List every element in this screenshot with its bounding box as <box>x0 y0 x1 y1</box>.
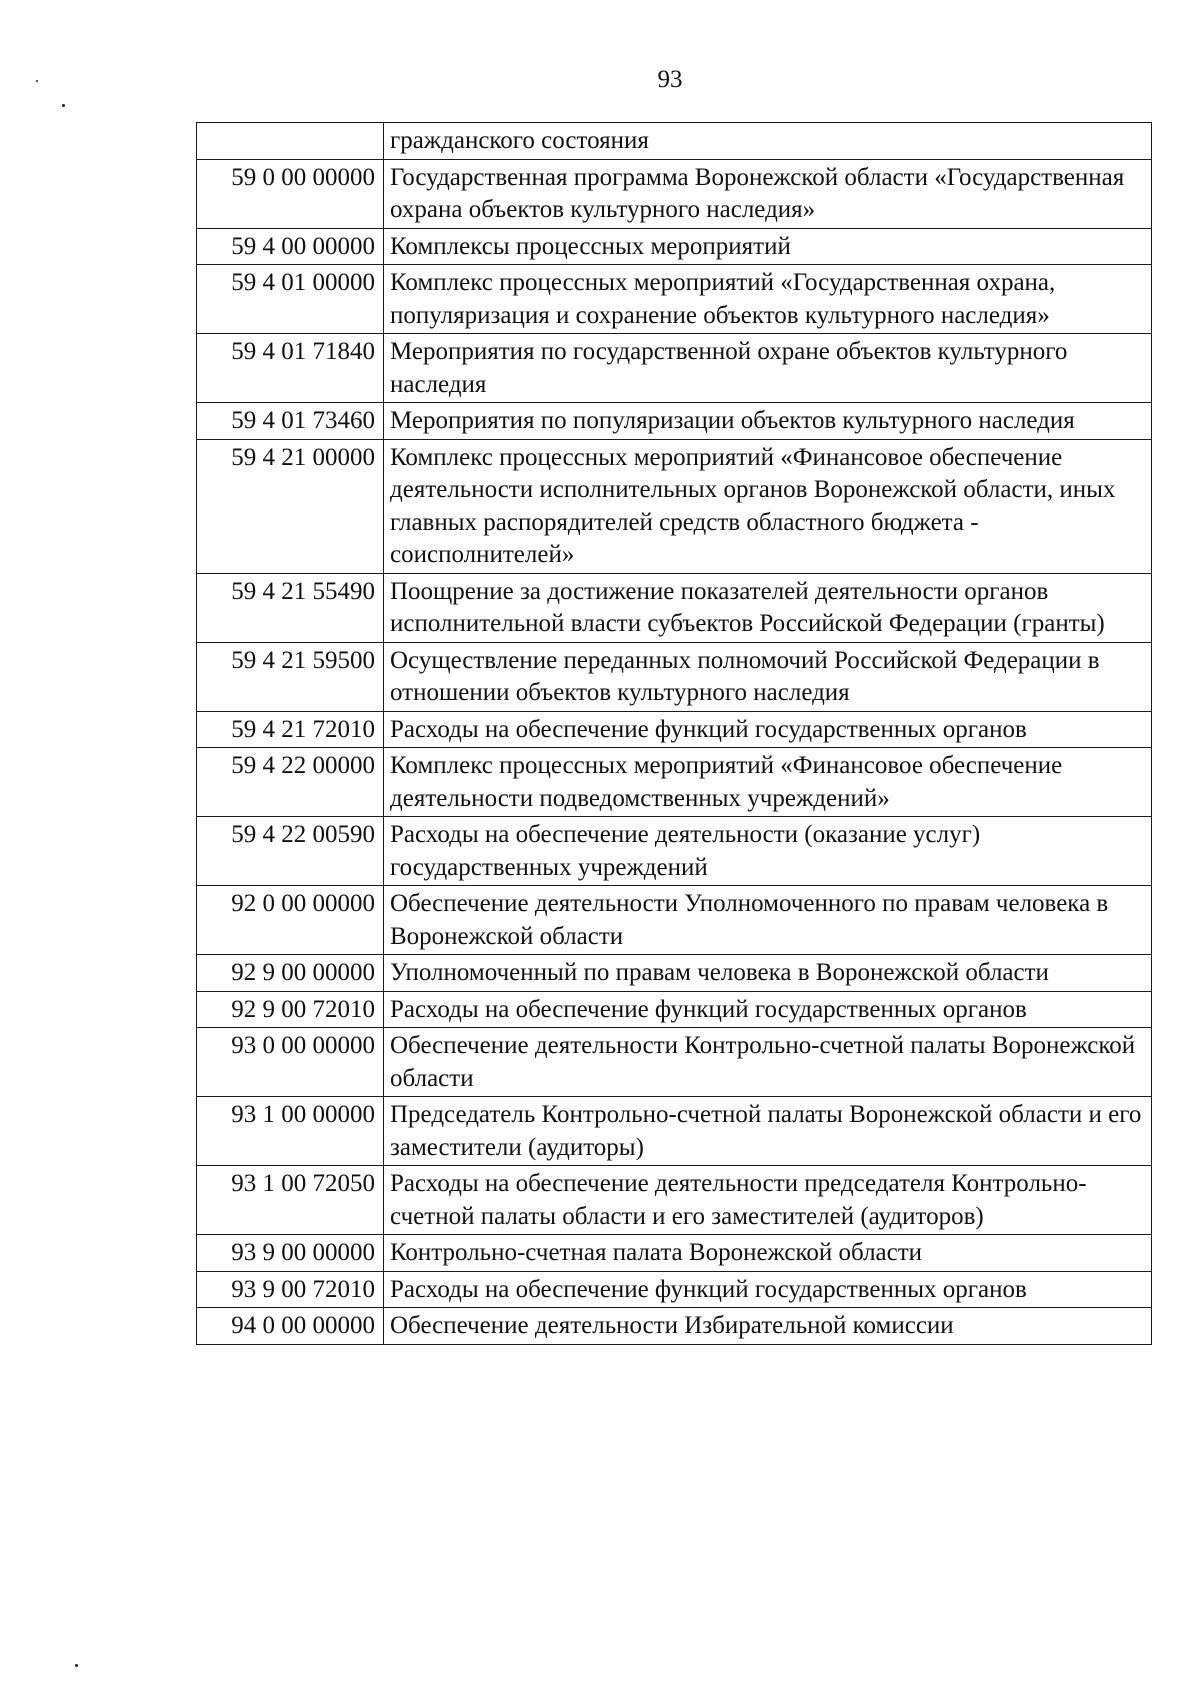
budget-code-table <box>196 122 1152 1345</box>
classification-code-cell: 92 0 00 00000 <box>197 886 384 955</box>
item-name-cell: Обеспечение деятельности Контрольно-счетной палаты Воронежской области <box>384 1028 1152 1097</box>
table-row <box>197 748 1152 817</box>
classification-code-cell <box>197 123 384 160</box>
classification-code-cell: 59 0 00 00000 <box>197 159 384 228</box>
item-name-cell: Комплекс процессных мероприятий «Государственная охрана, популяризация и сохранение объектов культурного наследия» <box>384 265 1152 334</box>
item-name-cell: Контрольно-счетная палата Воронежской области <box>384 1235 1152 1272</box>
table-row <box>197 439 1152 573</box>
classification-code-cell: 59 4 01 73460 <box>197 403 384 440</box>
item-name-cell: Государственная программа Воронежской области «Государственная охрана объектов культурного наследия» <box>384 159 1152 228</box>
classification-code-cell: 59 4 00 00000 <box>197 228 384 265</box>
table-row <box>197 1166 1152 1235</box>
table-row <box>197 123 1152 160</box>
table-row <box>197 642 1152 711</box>
classification-code-cell: 59 4 01 00000 <box>197 265 384 334</box>
classification-code-cell: 93 9 00 00000 <box>197 1235 384 1272</box>
table-row <box>197 1271 1152 1308</box>
classification-code-cell: 59 4 22 00590 <box>197 817 384 886</box>
scan-speck <box>75 1664 78 1667</box>
item-name-cell: Мероприятия по государственной охране объектов культурного наследия <box>384 334 1152 403</box>
classification-code-cell: 59 4 21 72010 <box>197 711 384 748</box>
table-row <box>197 711 1152 748</box>
item-name-cell: Обеспечение деятельности Избирательной комиссии <box>384 1308 1152 1345</box>
item-name-cell: Поощрение за достижение показателей деятельности органов исполнительной власти субъектов Российской Федерации (гранты) <box>384 573 1152 642</box>
item-name-cell: Осуществление переданных полномочий Российской Федерации в отношении объектов культурного наследия <box>384 642 1152 711</box>
item-name-cell: Расходы на обеспечение функций государственных органов <box>384 711 1152 748</box>
table-body <box>197 123 1152 1345</box>
table-row <box>197 403 1152 440</box>
table-row <box>197 955 1152 992</box>
classification-code-cell: 93 9 00 72010 <box>197 1271 384 1308</box>
item-name-cell: гражданского состояния <box>384 123 1152 160</box>
classification-code-cell: 94 0 00 00000 <box>197 1308 384 1345</box>
item-name-cell: Уполномоченный по правам человека в Воронежской области <box>384 955 1152 992</box>
table-row <box>197 573 1152 642</box>
table-row <box>197 334 1152 403</box>
table-row <box>197 886 1152 955</box>
item-name-cell: Комплекс процессных мероприятий «Финансовое обеспечение деятельности исполнительных органов Воронежской области, иных главных распорядителей средств областного бюджета - соисполнителей» <box>384 439 1152 573</box>
classification-code-cell: 59 4 21 00000 <box>197 439 384 573</box>
item-name-cell: Комплексы процессных мероприятий <box>384 228 1152 265</box>
page-number: 93 <box>657 66 683 93</box>
classification-code-cell: 59 4 21 59500 <box>197 642 384 711</box>
item-name-cell: Расходы на обеспечение функций государственных органов <box>384 991 1152 1028</box>
scan-speck <box>36 80 38 82</box>
budget-code-table-container <box>196 122 1152 1345</box>
table-row <box>197 1308 1152 1345</box>
item-name-cell: Комплекс процессных мероприятий «Финансовое обеспечение деятельности подведомственных учреждений» <box>384 748 1152 817</box>
scan-speck <box>62 104 65 107</box>
item-name-cell: Председатель Контрольно-счетной палаты Воронежской области и его заместители (аудиторы) <box>384 1097 1152 1166</box>
item-name-cell: Мероприятия по популяризации объектов культурного наследия <box>384 403 1152 440</box>
table-row <box>197 817 1152 886</box>
classification-code-cell: 93 1 00 72050 <box>197 1166 384 1235</box>
classification-code-cell: 93 0 00 00000 <box>197 1028 384 1097</box>
classification-code-cell: 59 4 01 71840 <box>197 334 384 403</box>
item-name-cell: Расходы на обеспечение функций государственных органов <box>384 1271 1152 1308</box>
item-name-cell: Расходы на обеспечение деятельности председателя Контрольно-счетной палаты области и его заместителей (аудиторов) <box>384 1166 1152 1235</box>
item-name-cell: Обеспечение деятельности Уполномоченного по правам человека в Воронежской области <box>384 886 1152 955</box>
classification-code-cell: 92 9 00 00000 <box>197 955 384 992</box>
table-row <box>197 991 1152 1028</box>
classification-code-cell: 92 9 00 72010 <box>197 991 384 1028</box>
table-row <box>197 228 1152 265</box>
item-name-cell: Расходы на обеспечение деятельности (оказание услуг) государственных учреждений <box>384 817 1152 886</box>
table-row <box>197 159 1152 228</box>
classification-code-cell: 93 1 00 00000 <box>197 1097 384 1166</box>
classification-code-cell: 59 4 21 55490 <box>197 573 384 642</box>
table-row <box>197 1097 1152 1166</box>
table-row <box>197 265 1152 334</box>
table-row <box>197 1235 1152 1272</box>
table-row <box>197 1028 1152 1097</box>
classification-code-cell: 59 4 22 00000 <box>197 748 384 817</box>
